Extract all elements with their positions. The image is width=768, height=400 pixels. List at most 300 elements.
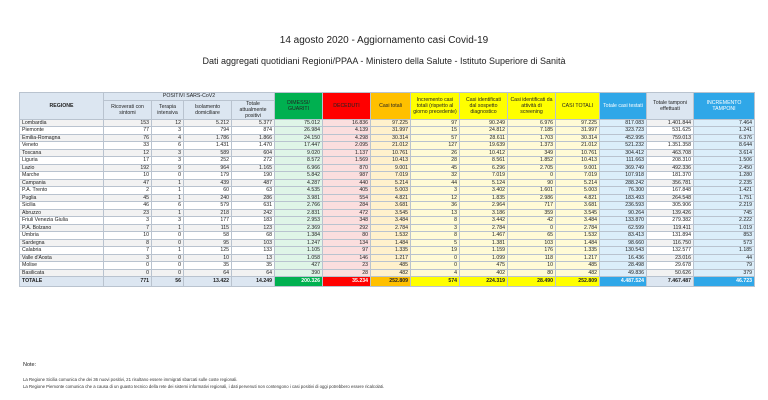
cell-casi-sospetto: 3.402 <box>460 187 508 195</box>
cell-totale-positivi: 242 <box>232 209 275 217</box>
col-header-ricoverati: Ricoverati con sintomi <box>104 100 152 119</box>
cell-totale-positivi: 1.165 <box>232 164 275 172</box>
cell-regione: Emilia-Romagna <box>20 134 104 142</box>
cell-tamponi: 759.013 <box>647 134 694 142</box>
cell-terapia-intensiva: 1 <box>152 224 184 232</box>
cell-totale-positivi: 1.470 <box>232 142 275 150</box>
cell-casi-totali-bis: 21.012 <box>556 142 600 150</box>
cell-tamponi: 23.016 <box>647 254 694 262</box>
cell-casi-sospetto: 1.835 <box>460 194 508 202</box>
total-cell-regione: TOTALE <box>20 277 104 287</box>
cell-ricoverati: 45 <box>104 194 152 202</box>
cell-tamponi: 119.411 <box>647 224 694 232</box>
cell-incremento-casi: 13 <box>411 209 460 217</box>
cell-terapia-intensiva: 1 <box>152 247 184 255</box>
table-row <box>20 134 755 142</box>
cell-casi-testati: 49.836 <box>600 269 647 277</box>
cell-ricoverati: 46 <box>104 202 152 210</box>
cell-casi-totali: 3.681 <box>371 202 411 210</box>
table-row <box>20 172 755 180</box>
cell-incremento-casi: 97 <box>411 119 460 127</box>
notes-label: Note: <box>23 362 37 368</box>
cell-casi-totali: 482 <box>371 269 411 277</box>
cell-deceduti: 4.298 <box>323 134 371 142</box>
cell-deceduti: 472 <box>323 209 371 217</box>
cell-ricoverati: 192 <box>104 164 152 172</box>
cell-totale-positivi: 631 <box>232 202 275 210</box>
cell-casi-totali: 3.484 <box>371 217 411 225</box>
cell-terapia-intensiva: 0 <box>152 254 184 262</box>
cell-terapia-intensiva: 3 <box>152 127 184 135</box>
cell-casi-testati: 133.870 <box>600 217 647 225</box>
cell-totale-positivi: 487 <box>232 179 275 187</box>
cell-incremento-tamponi: 1.019 <box>694 224 755 232</box>
cell-casi-screening: 1.373 <box>508 142 556 150</box>
col-header-casi-totali-bis: CASI TOTALI <box>556 93 600 120</box>
cell-isolamento: 218 <box>184 209 232 217</box>
table-body <box>20 119 755 277</box>
report-subtitle: Dati aggregati quotidiani Regioni/PPAA - Ministero della Salute - Istituto Superiore di Sanità <box>202 56 566 66</box>
cell-totale-positivi: 68 <box>232 232 275 240</box>
cell-deceduti: 554 <box>323 194 371 202</box>
cell-tamponi: 167.848 <box>647 187 694 195</box>
cell-totale-positivi: 103 <box>232 239 275 247</box>
cell-casi-totali-bis: 1.484 <box>556 239 600 247</box>
cell-terapia-intensiva: 0 <box>152 239 184 247</box>
cell-casi-screening: 0 <box>508 224 556 232</box>
col-header-totale-casi-testati: Totale casi testati <box>600 93 647 120</box>
table-row <box>20 164 755 172</box>
cell-regione: Calabria <box>20 247 104 255</box>
cell-casi-screening: 2.986 <box>508 194 556 202</box>
cell-casi-testati: 183.493 <box>600 194 647 202</box>
cell-deceduti: 97 <box>323 247 371 255</box>
cell-regione: Basilicata <box>20 269 104 277</box>
cell-terapia-intensiva: 0 <box>152 172 184 180</box>
cell-ricoverati: 17 <box>104 157 152 165</box>
col-header-dimessi-guariti: DIMESSI/ GUARITI <box>275 93 323 120</box>
cell-deceduti: 405 <box>323 187 371 195</box>
cell-isolamento: 252 <box>184 157 232 165</box>
table-row <box>20 209 755 217</box>
total-cell-ricoverati: 771 <box>104 277 152 287</box>
cell-regione: Liguria <box>20 157 104 165</box>
col-header-regione: REGIONE <box>20 93 104 120</box>
total-cell-incremento-tamponi: 46.723 <box>694 277 755 287</box>
cell-terapia-intensiva: 12 <box>152 119 184 127</box>
cell-casi-sospetto: 2.784 <box>460 224 508 232</box>
cell-deceduti: 80 <box>323 232 371 240</box>
cell-regione: Umbria <box>20 232 104 240</box>
cell-casi-totali-bis: 97.225 <box>556 119 600 127</box>
cell-incremento-tamponi: 6.376 <box>694 134 755 142</box>
cell-casi-totali: 10.761 <box>371 149 411 157</box>
cell-tamponi: 305.906 <box>647 202 694 210</box>
cell-ricoverati: 23 <box>104 209 152 217</box>
cell-casi-totali-bis: 1.335 <box>556 247 600 255</box>
cell-ricoverati: 3 <box>104 254 152 262</box>
cell-isolamento: 60 <box>184 187 232 195</box>
cell-casi-screening: 42 <box>508 217 556 225</box>
table-row <box>20 142 755 150</box>
cell-casi-screening: 103 <box>508 239 556 247</box>
cell-isolamento: 439 <box>184 179 232 187</box>
cell-incremento-casi: 26 <box>411 149 460 157</box>
cell-casi-sospetto: 1.381 <box>460 239 508 247</box>
cell-incremento-tamponi: 2.219 <box>694 202 755 210</box>
cell-ricoverati: 47 <box>104 179 152 187</box>
cell-ricoverati: 76 <box>104 134 152 142</box>
cell-casi-totali: 4.821 <box>371 194 411 202</box>
cell-casi-sospetto: 402 <box>460 269 508 277</box>
cell-casi-sospetto: 1.159 <box>460 247 508 255</box>
total-cell-casi-sospetto: 224.319 <box>460 277 508 287</box>
cell-ricoverati: 10 <box>104 172 152 180</box>
cell-totale-positivi: 64 <box>232 269 275 277</box>
table-row <box>20 202 755 210</box>
cell-dimessi-guariti: 6.966 <box>275 164 323 172</box>
cell-casi-totali-bis: 4.821 <box>556 194 600 202</box>
cell-dimessi-guariti: 5.842 <box>275 172 323 180</box>
cell-totale-positivi: 874 <box>232 127 275 135</box>
cell-totale-positivi: 286 <box>232 194 275 202</box>
table-row <box>20 232 755 240</box>
cell-incremento-tamponi: 2.235 <box>694 179 755 187</box>
cell-totale-positivi: 5.377 <box>232 119 275 127</box>
cell-casi-totali: 1.532 <box>371 232 411 240</box>
cell-casi-sospetto: 1.467 <box>460 232 508 240</box>
cell-regione: Piemonte <box>20 127 104 135</box>
cell-casi-testati: 130.543 <box>600 247 647 255</box>
cell-casi-totali-bis: 1.532 <box>556 232 600 240</box>
col-header-casi-sospetto-diagnostico: Casi identificati dal sospetto diagnostico <box>460 93 508 120</box>
cell-deceduti: 4.139 <box>323 127 371 135</box>
cell-isolamento: 35 <box>184 262 232 270</box>
cell-incremento-casi: 3 <box>411 224 460 232</box>
note-line: La Regione Piemonte comunica che a causa di un guasto tecnico della rete dei sistemi informativi regionali, i dati pervenuti non contengono i casi positivi di oggi potrebbero essere ricalcolati. <box>23 384 385 389</box>
cell-casi-screening: 118 <box>508 254 556 262</box>
cell-dimessi-guariti: 4.287 <box>275 179 323 187</box>
cell-dimessi-guariti: 24.150 <box>275 134 323 142</box>
cell-terapia-intensiva: 3 <box>152 157 184 165</box>
cell-casi-testati: 107.918 <box>600 172 647 180</box>
cell-casi-sospetto: 8.561 <box>460 157 508 165</box>
cell-incremento-casi: 57 <box>411 134 460 142</box>
cell-regione: Veneto <box>20 142 104 150</box>
cell-casi-totali: 1.217 <box>371 254 411 262</box>
cell-casi-screening: 2.705 <box>508 164 556 172</box>
table-row <box>20 149 755 157</box>
cell-casi-screening: 1.703 <box>508 134 556 142</box>
cell-regione: Friuli Venezia Giulia <box>20 217 104 225</box>
cell-dimessi-guariti: 75.012 <box>275 119 323 127</box>
cell-deceduti: 292 <box>323 224 371 232</box>
cell-casi-screening: 80 <box>508 269 556 277</box>
cell-deceduti: 1.569 <box>323 157 371 165</box>
cell-totale-positivi: 604 <box>232 149 275 157</box>
cell-casi-testati: 111.663 <box>600 157 647 165</box>
cell-incremento-tamponi: 745 <box>694 209 755 217</box>
cell-casi-totali-bis: 30.314 <box>556 134 600 142</box>
cell-incremento-tamponi: 8.644 <box>694 142 755 150</box>
cell-terapia-intensiva: 3 <box>152 149 184 157</box>
total-cell-dimessi-guariti: 200.326 <box>275 277 323 287</box>
cell-terapia-intensiva: 1 <box>152 179 184 187</box>
cell-deceduti: 2.095 <box>323 142 371 150</box>
col-header-isolamento: Isolamento domiciliare <box>184 100 232 119</box>
cell-deceduti: 16.836 <box>323 119 371 127</box>
cell-incremento-tamponi: 3.614 <box>694 149 755 157</box>
total-cell-incremento-casi: 574 <box>411 277 460 287</box>
covid-cases-table <box>19 92 755 287</box>
col-header-terapia-intensiva: Terapia intensiva <box>152 100 184 119</box>
table-row <box>20 127 755 135</box>
cell-casi-totali: 5.214 <box>371 179 411 187</box>
cell-deceduti: 284 <box>323 202 371 210</box>
cell-ricoverati: 153 <box>104 119 152 127</box>
cell-regione: Marche <box>20 172 104 180</box>
table-row <box>20 239 755 247</box>
cell-ricoverati: 2 <box>104 187 152 195</box>
cell-casi-testati: 817.083 <box>600 119 647 127</box>
cell-casi-sospetto: 24.812 <box>460 127 508 135</box>
note-line: La Regione Sicilia comunica che dei 36 nuovi positivi, 21 risultano essere immigrati sbarcati sulle coste regionali. <box>23 377 238 382</box>
cell-terapia-intensiva: 6 <box>152 142 184 150</box>
cell-incremento-casi: 45 <box>411 164 460 172</box>
col-header-deceduti: DECEDUTI <box>323 93 371 120</box>
cell-incremento-tamponi: 1.185 <box>694 247 755 255</box>
cell-casi-testati: 288.242 <box>600 179 647 187</box>
cell-incremento-tamponi: 573 <box>694 239 755 247</box>
cell-casi-testati: 98.660 <box>600 239 647 247</box>
cell-casi-totali: 7.019 <box>371 172 411 180</box>
cell-casi-screening: 359 <box>508 209 556 217</box>
cell-isolamento: 115 <box>184 224 232 232</box>
cell-casi-testati: 16.436 <box>600 254 647 262</box>
cell-casi-totali: 21.012 <box>371 142 411 150</box>
cell-regione: Sicilia <box>20 202 104 210</box>
total-cell-terapia-intensiva: 56 <box>152 277 184 287</box>
cell-casi-testati: 28.498 <box>600 262 647 270</box>
cell-incremento-casi: 8 <box>411 232 460 240</box>
cell-casi-screening: 0 <box>508 172 556 180</box>
table-row <box>20 157 755 165</box>
cell-incremento-casi: 8 <box>411 217 460 225</box>
cell-ricoverati: 3 <box>104 217 152 225</box>
table-row <box>20 194 755 202</box>
cell-isolamento: 179 <box>184 172 232 180</box>
cell-regione: Abruzzo <box>20 209 104 217</box>
cell-casi-totali: 485 <box>371 262 411 270</box>
cell-ricoverati: 7 <box>104 224 152 232</box>
cell-dimessi-guariti: 26.984 <box>275 127 323 135</box>
cell-ricoverati: 10 <box>104 232 152 240</box>
cell-casi-sospetto: 28.611 <box>460 134 508 142</box>
cell-dimessi-guariti: 9.020 <box>275 149 323 157</box>
cell-deceduti: 348 <box>323 217 371 225</box>
cell-casi-testati: 236.593 <box>600 202 647 210</box>
cell-casi-screening: 176 <box>508 247 556 255</box>
cell-casi-totali: 31.997 <box>371 127 411 135</box>
cell-dimessi-guariti: 2.953 <box>275 217 323 225</box>
cell-tamponi: 208.310 <box>647 157 694 165</box>
cell-isolamento: 964 <box>184 164 232 172</box>
cell-totale-positivi: 272 <box>232 157 275 165</box>
cell-casi-sospetto: 3.186 <box>460 209 508 217</box>
cell-incremento-casi: 15 <box>411 127 460 135</box>
cell-isolamento: 589 <box>184 149 232 157</box>
cell-casi-totali-bis: 10.761 <box>556 149 600 157</box>
cell-dimessi-guariti: 4.535 <box>275 187 323 195</box>
cell-casi-screening: 6.976 <box>508 119 556 127</box>
cell-deceduti: 1.137 <box>323 149 371 157</box>
cell-dimessi-guariti: 1.105 <box>275 247 323 255</box>
cell-totale-positivi: 13 <box>232 254 275 262</box>
cell-deceduti: 440 <box>323 179 371 187</box>
cell-dimessi-guariti: 2.369 <box>275 224 323 232</box>
cell-casi-sospetto: 7.019 <box>460 172 508 180</box>
table-row <box>20 179 755 187</box>
cell-casi-sospetto: 10.412 <box>460 149 508 157</box>
col-header-casi-screening: Casi identificati da attività di screening <box>508 93 556 120</box>
cell-incremento-tamponi: 1.241 <box>694 127 755 135</box>
col-header-totale-positivi: Totale attualmente positivi <box>232 100 275 119</box>
cell-casi-sospetto: 5.124 <box>460 179 508 187</box>
cell-terapia-intensiva: 6 <box>152 202 184 210</box>
cell-dimessi-guariti: 1.058 <box>275 254 323 262</box>
cell-casi-totali: 1.484 <box>371 239 411 247</box>
cell-terapia-intensiva: 1 <box>152 187 184 195</box>
table-row <box>20 224 755 232</box>
total-cell-casi-testati: 4.487.524 <box>600 277 647 287</box>
cell-tamponi: 1.351.358 <box>647 142 694 150</box>
cell-ricoverati: 33 <box>104 142 152 150</box>
cell-ricoverati: 8 <box>104 239 152 247</box>
cell-regione: Lazio <box>20 164 104 172</box>
cell-regione: Toscana <box>20 149 104 157</box>
cell-casi-totali-bis: 5.003 <box>556 187 600 195</box>
cell-terapia-intensiva: 4 <box>152 134 184 142</box>
cell-incremento-tamponi: 2.222 <box>694 217 755 225</box>
cell-casi-totali-bis: 3.681 <box>556 202 600 210</box>
cell-casi-screening: 717 <box>508 202 556 210</box>
cell-dimessi-guariti: 8.572 <box>275 157 323 165</box>
cell-casi-screening: 7.185 <box>508 127 556 135</box>
cell-casi-totali: 9.001 <box>371 164 411 172</box>
group-header-positivi: POSITIVI SARS-CoV2 <box>104 93 275 101</box>
cell-terapia-intensiva: 0 <box>152 269 184 277</box>
cell-totale-positivi: 190 <box>232 172 275 180</box>
cell-casi-testati: 76.300 <box>600 187 647 195</box>
cell-dimessi-guariti: 2.831 <box>275 209 323 217</box>
cell-isolamento: 58 <box>184 232 232 240</box>
cell-incremento-casi: 5 <box>411 239 460 247</box>
cell-regione: Molise <box>20 262 104 270</box>
total-cell-totale-positivi: 14.249 <box>232 277 275 287</box>
cell-incremento-casi: 127 <box>411 142 460 150</box>
col-header-totale-tamponi: Totale tamponi effettuati <box>647 93 694 120</box>
cell-regione: P.A. Bolzano <box>20 224 104 232</box>
cell-casi-totali: 97.225 <box>371 119 411 127</box>
cell-terapia-intensiva: 0 <box>152 262 184 270</box>
cell-tamponi: 132.577 <box>647 247 694 255</box>
cell-casi-testati: 304.412 <box>600 149 647 157</box>
cell-totale-positivi: 133 <box>232 247 275 255</box>
total-cell-isolamento: 13.422 <box>184 277 232 287</box>
cell-incremento-tamponi: 2.450 <box>694 164 755 172</box>
col-header-casi-totali: Casi totali <box>371 93 411 120</box>
cell-deceduti: 870 <box>323 164 371 172</box>
cell-casi-sospetto: 6.296 <box>460 164 508 172</box>
cell-incremento-casi: 12 <box>411 194 460 202</box>
cell-incremento-casi: 0 <box>411 254 460 262</box>
total-cell-casi-totali-bis: 252.809 <box>556 277 600 287</box>
cell-terapia-intensiva: 1 <box>152 194 184 202</box>
cell-casi-sospetto: 475 <box>460 262 508 270</box>
table-row <box>20 254 755 262</box>
cell-casi-totali: 5.003 <box>371 187 411 195</box>
cell-casi-testati: 83.413 <box>600 232 647 240</box>
cell-tamponi: 531.625 <box>647 127 694 135</box>
cell-casi-totali-bis: 3.545 <box>556 209 600 217</box>
total-cell-tamponi: 7.467.487 <box>647 277 694 287</box>
col-header-incremento-casi: Incremento casi totali (rispetto al giorno precedente) <box>411 93 460 120</box>
cell-casi-screening: 10 <box>508 262 556 270</box>
cell-tamponi: 116.750 <box>647 239 694 247</box>
cell-casi-totali-bis: 7.019 <box>556 172 600 180</box>
cell-deceduti: 28 <box>323 269 371 277</box>
cell-casi-sospetto: 90.249 <box>460 119 508 127</box>
cell-casi-screening: 349 <box>508 149 556 157</box>
cell-incremento-casi: 28 <box>411 157 460 165</box>
cell-casi-totali-bis: 31.997 <box>556 127 600 135</box>
cell-casi-screening: 65 <box>508 232 556 240</box>
cell-isolamento: 1.431 <box>184 142 232 150</box>
cell-incremento-tamponi: 1.506 <box>694 157 755 165</box>
cell-dimessi-guariti: 2.766 <box>275 202 323 210</box>
cell-deceduti: 987 <box>323 172 371 180</box>
total-cell-deceduti: 35.234 <box>323 277 371 287</box>
cell-casi-testati: 521.232 <box>600 142 647 150</box>
cell-casi-totali: 1.335 <box>371 247 411 255</box>
cell-isolamento: 1.786 <box>184 134 232 142</box>
cell-deceduti: 146 <box>323 254 371 262</box>
total-cell-casi-totali: 252.809 <box>371 277 411 287</box>
cell-regione: Lombardia <box>20 119 104 127</box>
cell-dimessi-guariti: 17.447 <box>275 142 323 150</box>
cell-incremento-tamponi: 853 <box>694 232 755 240</box>
cell-totale-positivi: 35 <box>232 262 275 270</box>
report-title: 14 agosto 2020 - Aggiornamento casi Covid-19 <box>279 35 489 46</box>
cell-deceduti: 23 <box>323 262 371 270</box>
cell-totale-positivi: 63 <box>232 187 275 195</box>
table-row <box>20 119 755 127</box>
cell-casi-testati: 323.723 <box>600 127 647 135</box>
cell-dimessi-guariti: 1.247 <box>275 239 323 247</box>
cell-casi-totali-bis: 482 <box>556 269 600 277</box>
cell-dimessi-guariti: 427 <box>275 262 323 270</box>
cell-incremento-casi: 36 <box>411 202 460 210</box>
cell-tamponi: 50.626 <box>647 269 694 277</box>
cell-regione: Sardegna <box>20 239 104 247</box>
cell-tamponi: 131.894 <box>647 232 694 240</box>
cell-terapia-intensiva: 0 <box>152 232 184 240</box>
cell-totale-positivi: 123 <box>232 224 275 232</box>
cell-isolamento: 10 <box>184 254 232 262</box>
cell-tamponi: 181.370 <box>647 172 694 180</box>
cell-isolamento: 125 <box>184 247 232 255</box>
cell-incremento-tamponi: 379 <box>694 269 755 277</box>
